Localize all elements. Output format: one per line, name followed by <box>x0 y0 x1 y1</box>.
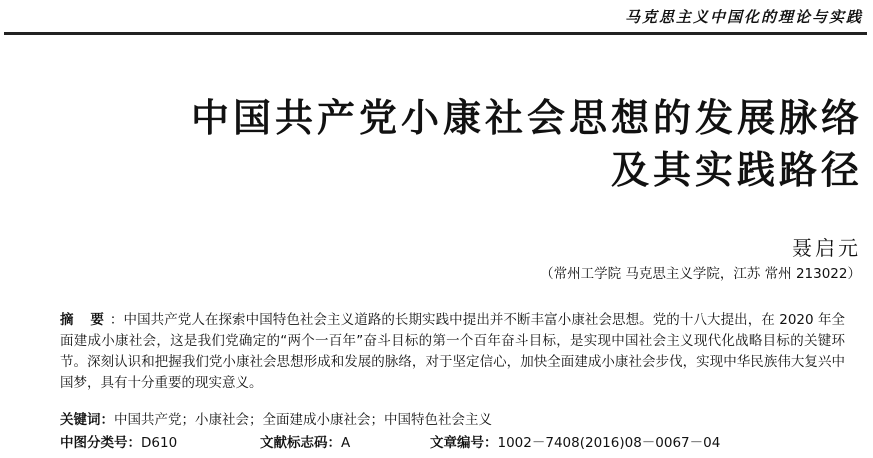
abstract <box>60 310 845 394</box>
title-line-2: 及其实践路径 <box>610 148 863 192</box>
document-code: 文献标志码：A <box>260 435 351 451</box>
abstract-paragraph: 摘 要：中国共产党人在探索中国特色社会主义道路的长期实践中提出并不断丰富小康社会思想。党的十八大提出，在 2020 年全面建成小康社会，这是我们党确定的“两个一百年”奋斗目标的第一个百年奋斗目标，是实现中国社会主义现代化战略目标的关键环节。深刻认识和把握我们党小康社会思想形成和发展的脉络，对于坚定信心，加快全面建成小康社会步伐，实现中华民族伟大复兴中国梦，具有十分重要的现实意义。 <box>60 312 846 391</box>
class-value: D610 <box>141 435 178 451</box>
article-title <box>191 92 863 196</box>
author-affiliation: （常州工学院 马克思主义学院，江苏 常州 213022） <box>540 266 861 282</box>
article-label: 文章编号 <box>430 435 484 451</box>
abstract-label: 摘 要 <box>60 312 110 328</box>
article-meta <box>60 431 720 451</box>
header-rule <box>4 32 867 35</box>
doc-label: 文献标志码 <box>260 435 328 451</box>
column-title: 马克思主义中国化的理论与实践 <box>624 8 863 26</box>
title-line-1: 中国共产党小康社会思想的发展脉络 <box>190 96 863 140</box>
classification: 中图分类号：D610 <box>60 435 178 451</box>
keywords-label: 关键词 <box>60 412 101 428</box>
keywords-value: 中国共产党；小康社会；全面建成小康社会；中国特色社会主义 <box>114 412 492 428</box>
class-label: 中图分类号 <box>60 435 128 451</box>
author-name: 聂启元 <box>792 236 861 260</box>
article-value: 1002－7408(2016)08－0067－04 <box>497 435 721 451</box>
doc-value: A <box>341 435 351 451</box>
article-number: 文章编号：1002－7408(2016)08－0067－04 <box>430 435 721 451</box>
keywords: 关键词：中国共产党；小康社会；全面建成小康社会；中国特色社会主义 <box>60 412 492 428</box>
abstract-text: 中国共产党人在探索中国特色社会主义道路的长期实践中提出并不断丰富小康社会思想。党的十八大提出，在 2020 年全面建成小康社会，这是我们党确定的“两个一百年”奋斗目标的第一个百年奋斗目标，是实现中国社会主义现代化战略目标的关键环节。深刻认识和把握我们党小康社会思想形成和发展的脉络，对于坚定信心，加快全面建成小康社会步伐，实现中华民族伟大复兴中国梦，具有十分重要的现实意义。 <box>60 312 846 391</box>
page-header <box>0 0 873 36</box>
